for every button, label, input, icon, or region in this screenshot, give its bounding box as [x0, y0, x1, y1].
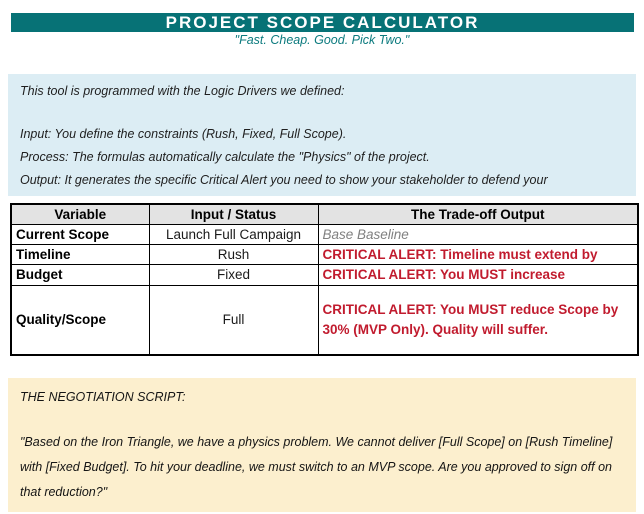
column-header-input-status: Input / Status [149, 204, 318, 224]
output-baseline: Base Baseline [318, 224, 638, 244]
variable-label: Timeline [11, 244, 149, 265]
trade-off-table [10, 203, 639, 356]
column-header-tradeoff-output: The Trade-off Output [318, 204, 638, 224]
table-row-budget [11, 265, 638, 286]
negotiation-script-text: "Based on the Iron Triangle, we have a physics problem. We cannot deliver [Full Scope] on [Rush Timeline] with [Fixed Budget]. To hit your deadline, we must switch to an MVP scope. Are you approved to sign off on that reduction?" [20, 435, 613, 499]
page-title: PROJECT SCOPE CALCULATOR [11, 13, 634, 32]
page-subtitle: "Fast. Cheap. Good. Pick Two." [234, 33, 410, 47]
variable-label: Budget [11, 265, 149, 286]
logic-drivers-intro-panel [8, 74, 636, 196]
output-critical-alert: CRITICAL ALERT: You MUST increase [318, 265, 638, 286]
table-header-row [11, 204, 638, 224]
intro-spacer [20, 103, 624, 123]
input-value: Fixed [149, 265, 318, 286]
output-critical-alert: CRITICAL ALERT: You MUST reduce Scope by 30% (MVP Only). Quality will suffer. [318, 285, 638, 355]
negotiation-script-heading: THE NEGOTIATION SCRIPT: [20, 390, 186, 404]
output-critical-alert: CRITICAL ALERT: Timeline must extend by [318, 244, 638, 265]
table-row-timeline [11, 244, 638, 265]
intro-line-process: Process: The formulas automatically calculate the "Physics" of the project. [20, 150, 430, 164]
variable-label: Current Scope [11, 224, 149, 244]
negotiation-script-panel [8, 378, 636, 512]
intro-line-input: Input: You define the constraints (Rush, Fixed, Full Scope). [20, 127, 347, 141]
table-row-current-scope [11, 224, 638, 244]
variable-label: Quality/Scope [11, 285, 149, 355]
input-value: Launch Full Campaign [149, 224, 318, 244]
intro-line-output: Output: It generates the specific Critical Alert you need to show your stakeholder to defend your [20, 173, 548, 187]
input-value: Rush [149, 244, 318, 265]
negotiation-spacer [20, 408, 624, 430]
intro-line-1: This tool is programmed with the Logic Drivers we defined: [20, 84, 345, 98]
column-header-variable: Variable [11, 204, 149, 224]
input-value: Full [149, 285, 318, 355]
table-row-quality-scope [11, 285, 638, 355]
